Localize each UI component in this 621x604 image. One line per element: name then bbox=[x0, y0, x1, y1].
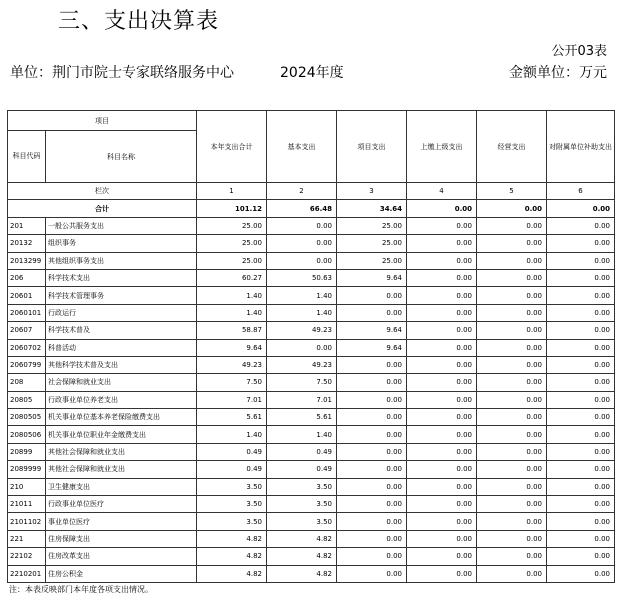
row-code: 2060101 bbox=[8, 304, 46, 321]
row-value: 0.00 bbox=[547, 322, 615, 339]
row-value: 5.61 bbox=[267, 409, 337, 426]
row-value: 4.82 bbox=[267, 548, 337, 565]
row-value: 3.50 bbox=[197, 513, 267, 530]
col-number: 6 bbox=[547, 183, 615, 200]
row-value: 3.50 bbox=[197, 478, 267, 495]
row-value: 0.00 bbox=[477, 478, 547, 495]
row-value: 0.00 bbox=[477, 426, 547, 443]
row-value: 1.40 bbox=[267, 287, 337, 304]
row-value: 0.00 bbox=[337, 409, 407, 426]
row-value: 0.00 bbox=[547, 304, 615, 321]
row-value: 0.00 bbox=[547, 391, 615, 408]
row-value: 1.40 bbox=[197, 287, 267, 304]
row-value: 3.50 bbox=[267, 478, 337, 495]
row-name: 其他社会保障和就业支出 bbox=[46, 461, 197, 478]
row-value: 0.49 bbox=[197, 461, 267, 478]
row-value: 1.40 bbox=[267, 304, 337, 321]
row-name: 科普活动 bbox=[46, 339, 197, 356]
row-name: 组织事务 bbox=[46, 235, 197, 252]
table-row bbox=[8, 304, 615, 321]
row-code: 20899 bbox=[8, 443, 46, 460]
row-value: 0.00 bbox=[477, 287, 547, 304]
header-name: 科目名称 bbox=[46, 131, 197, 183]
row-value: 0.00 bbox=[407, 496, 477, 513]
total-label: 合计 bbox=[8, 200, 197, 217]
table-row bbox=[8, 322, 615, 339]
header-code: 科目代码 bbox=[8, 131, 46, 183]
table-row bbox=[8, 339, 615, 356]
header-item-group: 项目 bbox=[8, 111, 197, 131]
row-value: 0.00 bbox=[337, 496, 407, 513]
row-value: 0.00 bbox=[337, 304, 407, 321]
row-value: 0.00 bbox=[407, 513, 477, 530]
row-name: 其他科学技术普及支出 bbox=[46, 356, 197, 373]
row-value: 1.40 bbox=[197, 426, 267, 443]
row-value: 3.50 bbox=[267, 513, 337, 530]
row-value: 60.27 bbox=[197, 269, 267, 286]
row-code: 2013299 bbox=[8, 252, 46, 269]
row-value: 0.00 bbox=[547, 235, 615, 252]
row-name: 行政事业单位养老支出 bbox=[46, 391, 197, 408]
row-value: 0.00 bbox=[337, 461, 407, 478]
row-value: 0.00 bbox=[407, 565, 477, 582]
row-value: 9.64 bbox=[197, 339, 267, 356]
row-code: 20601 bbox=[8, 287, 46, 304]
table-row bbox=[8, 530, 615, 547]
row-value: 25.00 bbox=[337, 235, 407, 252]
row-value: 49.23 bbox=[267, 322, 337, 339]
table-row bbox=[8, 235, 615, 252]
row-value: 0.00 bbox=[407, 322, 477, 339]
row-value: 0.00 bbox=[547, 287, 615, 304]
row-name: 事业单位医疗 bbox=[46, 513, 197, 530]
row-value: 4.82 bbox=[197, 530, 267, 547]
row-value: 0.00 bbox=[547, 496, 615, 513]
table-row bbox=[8, 287, 615, 304]
row-value: 0.00 bbox=[337, 478, 407, 495]
table-row bbox=[8, 496, 615, 513]
row-code: 210 bbox=[8, 478, 46, 495]
column-index-row bbox=[8, 183, 615, 200]
row-value: 0.00 bbox=[407, 530, 477, 547]
row-value: 0.00 bbox=[407, 426, 477, 443]
row-code: 2060799 bbox=[8, 356, 46, 373]
row-value: 0.00 bbox=[407, 443, 477, 460]
row-name: 卫生健康支出 bbox=[46, 478, 197, 495]
row-name: 住房公积金 bbox=[46, 565, 197, 582]
header-col-4: 上缴上级支出 bbox=[407, 111, 477, 183]
header-col-5: 经营支出 bbox=[477, 111, 547, 183]
row-value: 0.00 bbox=[477, 496, 547, 513]
row-value: 25.00 bbox=[337, 252, 407, 269]
row-value: 0.00 bbox=[407, 548, 477, 565]
row-value: 0.00 bbox=[547, 339, 615, 356]
total-row bbox=[8, 200, 615, 217]
row-value: 0.00 bbox=[337, 443, 407, 460]
row-name: 行政运行 bbox=[46, 304, 197, 321]
row-index-label: 栏次 bbox=[8, 183, 197, 200]
row-name: 行政事业单位医疗 bbox=[46, 496, 197, 513]
row-value: 1.40 bbox=[197, 304, 267, 321]
row-name: 其他社会保障和就业支出 bbox=[46, 443, 197, 460]
table-row bbox=[8, 478, 615, 495]
row-value: 0.00 bbox=[267, 339, 337, 356]
total-value: 0.00 bbox=[477, 200, 547, 217]
row-value: 4.82 bbox=[267, 530, 337, 547]
row-code: 206 bbox=[8, 269, 46, 286]
row-value: 0.00 bbox=[547, 513, 615, 530]
row-value: 4.82 bbox=[197, 565, 267, 582]
row-code: 208 bbox=[8, 374, 46, 391]
row-value: 0.00 bbox=[337, 287, 407, 304]
row-value: 7.01 bbox=[197, 391, 267, 408]
row-value: 0.00 bbox=[337, 513, 407, 530]
row-value: 0.00 bbox=[477, 391, 547, 408]
row-name: 科学技术管理事务 bbox=[46, 287, 197, 304]
row-code: 20132 bbox=[8, 235, 46, 252]
row-value: 9.64 bbox=[337, 322, 407, 339]
table-row bbox=[8, 565, 615, 582]
col-number: 1 bbox=[197, 183, 267, 200]
table-row bbox=[8, 374, 615, 391]
row-value: 0.00 bbox=[477, 513, 547, 530]
row-name: 机关事业单位基本养老保险缴费支出 bbox=[46, 409, 197, 426]
col-number: 5 bbox=[477, 183, 547, 200]
row-value: 49.23 bbox=[267, 356, 337, 373]
total-value: 101.12 bbox=[197, 200, 267, 217]
row-code: 201 bbox=[8, 217, 46, 234]
row-value: 0.00 bbox=[337, 374, 407, 391]
fiscal-year: 2024年度 bbox=[280, 65, 344, 81]
row-value: 0.00 bbox=[547, 356, 615, 373]
row-value: 0.00 bbox=[407, 356, 477, 373]
row-value: 0.00 bbox=[337, 391, 407, 408]
total-value: 66.48 bbox=[267, 200, 337, 217]
row-code: 2101102 bbox=[8, 513, 46, 530]
row-value: 0.00 bbox=[407, 304, 477, 321]
table-row bbox=[8, 252, 615, 269]
row-value: 0.49 bbox=[267, 443, 337, 460]
row-value: 0.00 bbox=[477, 443, 547, 460]
row-code: 2060702 bbox=[8, 339, 46, 356]
row-value: 0.00 bbox=[477, 409, 547, 426]
row-value: 0.00 bbox=[477, 304, 547, 321]
row-value: 0.00 bbox=[407, 252, 477, 269]
row-value: 1.40 bbox=[267, 426, 337, 443]
col-number: 3 bbox=[337, 183, 407, 200]
header-col-3: 项目支出 bbox=[337, 111, 407, 183]
row-code: 20805 bbox=[8, 391, 46, 408]
row-value: 0.00 bbox=[477, 374, 547, 391]
row-value: 58.87 bbox=[197, 322, 267, 339]
row-code: 21011 bbox=[8, 496, 46, 513]
row-value: 0.00 bbox=[337, 356, 407, 373]
row-value: 0.00 bbox=[547, 409, 615, 426]
row-value: 0.00 bbox=[407, 409, 477, 426]
row-value: 4.82 bbox=[267, 565, 337, 582]
row-name: 社会保障和就业支出 bbox=[46, 374, 197, 391]
col-number: 2 bbox=[267, 183, 337, 200]
row-value: 0.00 bbox=[547, 252, 615, 269]
row-value: 0.00 bbox=[477, 252, 547, 269]
row-value: 0.00 bbox=[407, 461, 477, 478]
row-code: 20607 bbox=[8, 322, 46, 339]
row-value: 49.23 bbox=[197, 356, 267, 373]
row-value: 0.00 bbox=[267, 217, 337, 234]
row-code: 2080505 bbox=[8, 409, 46, 426]
row-value: 0.00 bbox=[407, 478, 477, 495]
header-col-1: 本年支出合计 bbox=[197, 111, 267, 183]
row-value: 0.00 bbox=[547, 217, 615, 234]
row-name: 科学技术支出 bbox=[46, 269, 197, 286]
row-value: 0.00 bbox=[477, 565, 547, 582]
header-col-2: 基本支出 bbox=[267, 111, 337, 183]
row-value: 7.50 bbox=[267, 374, 337, 391]
row-value: 0.00 bbox=[547, 269, 615, 286]
row-value: 0.00 bbox=[337, 530, 407, 547]
row-value: 0.00 bbox=[407, 269, 477, 286]
row-code: 221 bbox=[8, 530, 46, 547]
row-value: 0.00 bbox=[477, 461, 547, 478]
table-row bbox=[8, 409, 615, 426]
row-value: 50.63 bbox=[267, 269, 337, 286]
row-code: 2080506 bbox=[8, 426, 46, 443]
row-value: 0.49 bbox=[197, 443, 267, 460]
total-value: 0.00 bbox=[407, 200, 477, 217]
row-name: 机关事业单位职业年金缴费支出 bbox=[46, 426, 197, 443]
row-value: 0.00 bbox=[477, 235, 547, 252]
row-value: 25.00 bbox=[337, 217, 407, 234]
row-name: 科学技术普及 bbox=[46, 322, 197, 339]
row-value: 0.00 bbox=[547, 461, 615, 478]
row-value: 25.00 bbox=[197, 235, 267, 252]
row-value: 25.00 bbox=[197, 217, 267, 234]
row-code: 2210201 bbox=[8, 565, 46, 582]
row-value: 0.00 bbox=[407, 217, 477, 234]
amount-unit: 金额单位：万元 bbox=[509, 65, 607, 81]
row-value: 3.50 bbox=[197, 496, 267, 513]
row-name: 其他组织事务支出 bbox=[46, 252, 197, 269]
footnote: 注：本表反映部门本年度各项支出情况。 bbox=[9, 585, 153, 594]
row-value: 0.00 bbox=[407, 391, 477, 408]
row-value: 0.00 bbox=[547, 426, 615, 443]
row-value: 0.00 bbox=[547, 565, 615, 582]
row-value: 0.00 bbox=[477, 356, 547, 373]
table-row bbox=[8, 443, 615, 460]
table-row bbox=[8, 426, 615, 443]
row-value: 9.64 bbox=[337, 339, 407, 356]
row-value: 7.50 bbox=[197, 374, 267, 391]
row-value: 7.01 bbox=[267, 391, 337, 408]
table-number: 公开03表 bbox=[551, 44, 607, 59]
total-value: 34.64 bbox=[337, 200, 407, 217]
header-col-6: 对附属单位补助支出 bbox=[547, 111, 615, 183]
row-value: 0.00 bbox=[547, 374, 615, 391]
row-name: 住房改革支出 bbox=[46, 548, 197, 565]
table-row bbox=[8, 269, 615, 286]
table-row bbox=[8, 548, 615, 565]
expenditure-table bbox=[7, 110, 615, 583]
row-value: 0.00 bbox=[267, 252, 337, 269]
row-value: 0.00 bbox=[477, 548, 547, 565]
row-value: 0.00 bbox=[477, 269, 547, 286]
row-name: 住房保障支出 bbox=[46, 530, 197, 547]
row-value: 0.00 bbox=[407, 235, 477, 252]
table-row bbox=[8, 356, 615, 373]
unit-label: 单位：荆门市院士专家联络服务中心 bbox=[10, 65, 234, 81]
row-value: 5.61 bbox=[197, 409, 267, 426]
row-value: 0.00 bbox=[547, 530, 615, 547]
row-value: 0.00 bbox=[407, 287, 477, 304]
row-value: 0.00 bbox=[477, 530, 547, 547]
row-value: 0.00 bbox=[337, 548, 407, 565]
table-row bbox=[8, 513, 615, 530]
page-title: 三、支出决算表 bbox=[58, 9, 220, 34]
table-row bbox=[8, 217, 615, 234]
row-code: 22102 bbox=[8, 548, 46, 565]
row-value: 0.00 bbox=[547, 478, 615, 495]
total-value: 0.00 bbox=[547, 200, 615, 217]
row-value: 9.64 bbox=[337, 269, 407, 286]
table-row bbox=[8, 391, 615, 408]
col-number: 4 bbox=[407, 183, 477, 200]
row-code: 2089999 bbox=[8, 461, 46, 478]
row-value: 0.00 bbox=[337, 426, 407, 443]
row-value: 3.50 bbox=[267, 496, 337, 513]
row-name: 一般公共服务支出 bbox=[46, 217, 197, 234]
row-value: 0.00 bbox=[337, 565, 407, 582]
row-value: 0.00 bbox=[477, 339, 547, 356]
table-row bbox=[8, 461, 615, 478]
row-value: 0.00 bbox=[547, 548, 615, 565]
row-value: 0.00 bbox=[477, 322, 547, 339]
row-value: 0.00 bbox=[547, 443, 615, 460]
row-value: 25.00 bbox=[197, 252, 267, 269]
row-value: 0.49 bbox=[267, 461, 337, 478]
row-value: 0.00 bbox=[477, 217, 547, 234]
row-value: 4.82 bbox=[197, 548, 267, 565]
row-value: 0.00 bbox=[267, 235, 337, 252]
row-value: 0.00 bbox=[407, 339, 477, 356]
row-value: 0.00 bbox=[407, 374, 477, 391]
